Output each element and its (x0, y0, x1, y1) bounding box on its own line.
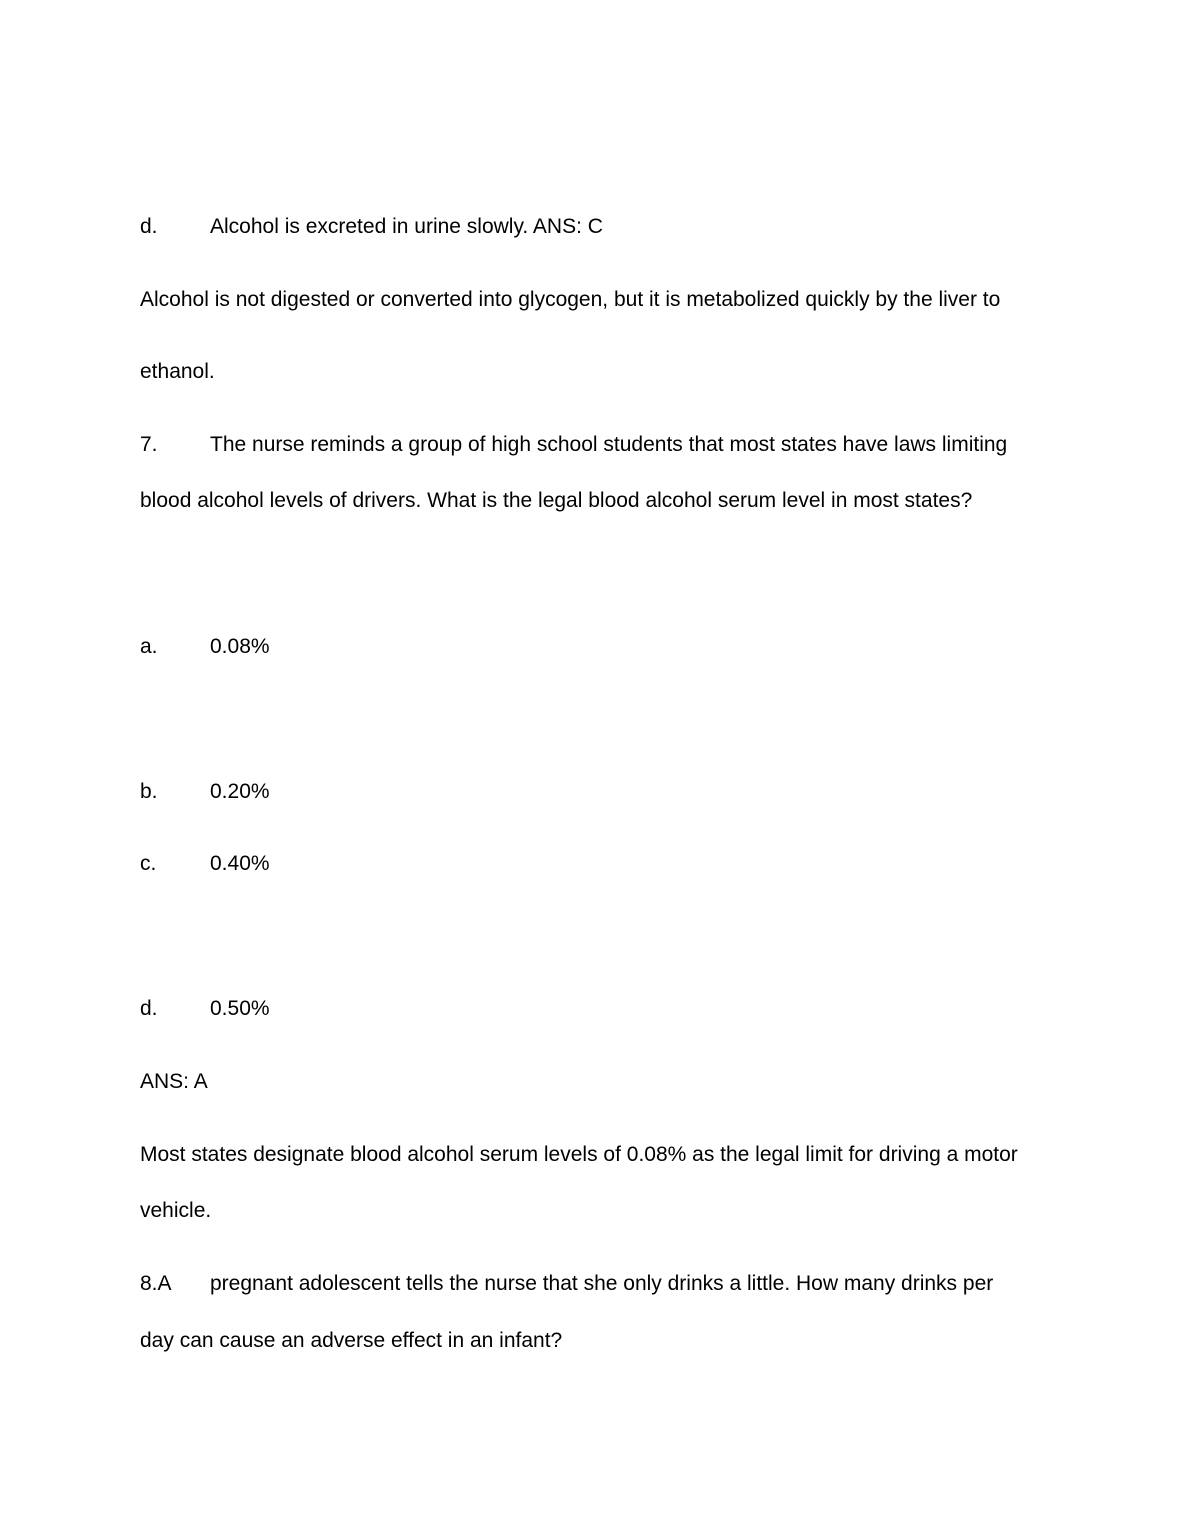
option-label: d. (140, 215, 158, 238)
question-text: The nurse reminds a group of high school students that most states have laws limiting (210, 433, 1008, 456)
option-text: Alcohol is excreted in urine slowly. ANS: C (210, 215, 603, 238)
option-label: c. (140, 852, 157, 875)
question-8-line-2: day can cause an adverse effect in an infant? (140, 1329, 563, 1352)
rationale-line-2: vehicle. (140, 1199, 212, 1222)
option-c (140, 850, 270, 878)
option-b (140, 778, 270, 806)
rationale-line-1: Most states designate blood alcohol serum levels of 0.08% as the legal limit for driving a motor (140, 1143, 1018, 1166)
option-text: 0.08% (210, 635, 270, 658)
option-d (140, 995, 270, 1023)
question-7-line-1 (140, 431, 1007, 459)
question-8-line-1 (140, 1270, 993, 1298)
question-number: 7. (140, 433, 158, 456)
option-label: b. (140, 780, 158, 803)
question-text: pregnant adolescent tells the nurse that she only drinks a little. How many drinks per (210, 1272, 994, 1295)
prev-rationale-line-1: Alcohol is not digested or converted into glycogen, but it is metabolized quickly by the liver to (140, 288, 1001, 311)
prev-option-d (140, 213, 603, 241)
option-a (140, 633, 270, 661)
option-label: d. (140, 997, 158, 1020)
question-7-line-2: blood alcohol levels of drivers. What is the legal blood alcohol serum level in most states? (140, 489, 973, 512)
option-text: 0.40% (210, 852, 270, 875)
option-text: 0.20% (210, 780, 270, 803)
answer-key: ANS: A (140, 1070, 208, 1093)
prev-rationale-line-2: ethanol. (140, 360, 215, 383)
option-label: a. (140, 635, 158, 658)
question-number: 8.A (140, 1272, 172, 1295)
option-text: 0.50% (210, 997, 270, 1020)
